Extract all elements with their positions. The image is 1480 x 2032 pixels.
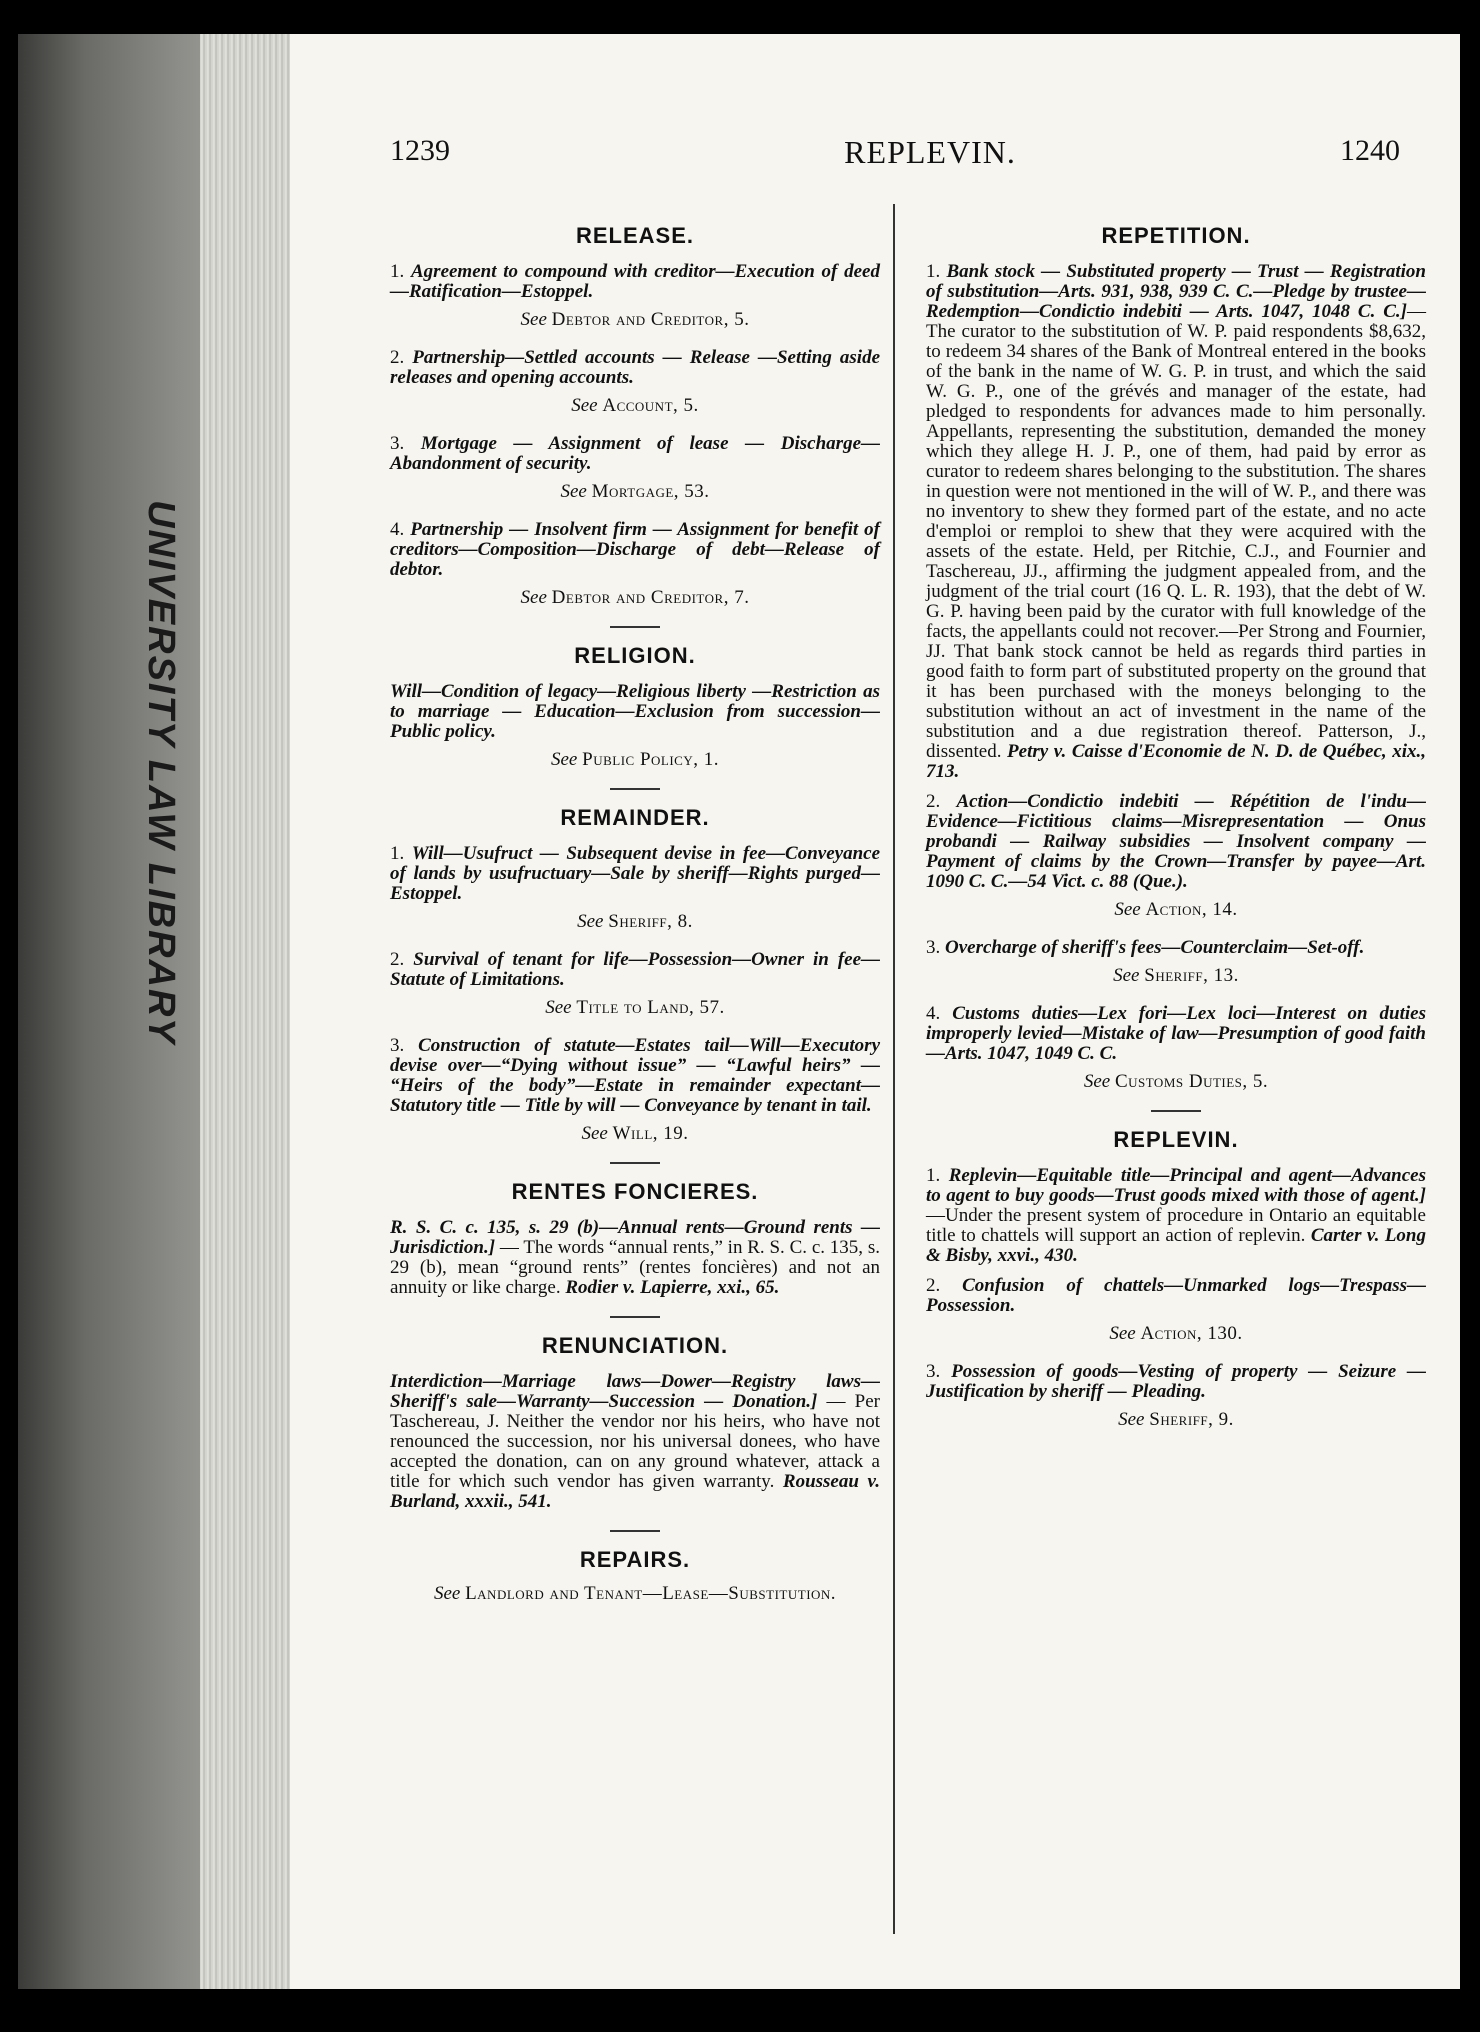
entry-paragraph: [390, 434, 880, 474]
entry-topic: Partnership—Settled accounts — Release —Setting aside releases and opening accounts.: [390, 347, 881, 388]
entry-topic: Will—Condition of legacy—Religious liberty —Restriction as to marriage — Education—Exclusion from succession—Public policy.: [390, 681, 880, 742]
cross-reference-target: Customs Duties, 5.: [1114, 1071, 1269, 1092]
entry-paragraph: [390, 262, 880, 302]
entry-citation: Petry v. Caisse d'Economie de N. D. de Québec, xix., 713.: [926, 741, 1426, 782]
cross-reference: [390, 1584, 880, 1604]
entry-number: 3.: [926, 937, 945, 958]
entry-citation: Rousseau v. Burland, xxxii., 541.: [390, 1471, 880, 1512]
entry-paragraph: [390, 1218, 880, 1298]
entry-number: 1.: [926, 261, 947, 282]
cross-reference: [390, 310, 880, 330]
entry-citation: Rodier v. Lapierre, xxi., 65.: [560, 1277, 780, 1298]
entry-topic: Partnership — Insolvent firm — Assignment for benefit of creditors—Composition—Discharge of debt—Release of debtor.: [390, 519, 881, 580]
section-heading: REMAINDER.: [560, 805, 710, 830]
section-rule: [610, 788, 660, 790]
entry-body: — Per Taschereau, J. Neither the vendor nor his heirs, who have not renounced the succession, nor his universal donees, who have accepted the donation, can on any ground whatever, attack a title for which such vendor has given warranty.: [390, 1391, 881, 1492]
see-word: See: [1114, 899, 1146, 920]
section-rule: [610, 1162, 660, 1164]
book-page: [290, 34, 1460, 1989]
left-column: [390, 214, 880, 1622]
cross-reference: [390, 1124, 880, 1144]
see-word: See: [1083, 1071, 1115, 1092]
section-rule: [610, 1530, 660, 1532]
entry-number: 2.: [926, 1275, 963, 1296]
entry-paragraph: [926, 262, 1426, 782]
entry-paragraph: [926, 938, 1426, 958]
cross-reference-target: Will, 19.: [612, 1123, 689, 1144]
entry-citation: Carter v. Long & Bisby, xxvi., 430.: [926, 1225, 1426, 1266]
cross-reference-target: Debtor and Creditor, 5.: [551, 309, 750, 330]
entry-number: 1.: [390, 843, 412, 864]
cross-reference-target: Sheriff, 13.: [1144, 965, 1239, 986]
cross-reference: [390, 482, 880, 502]
entry-topic: Construction of statute—Estates tail—Will—Executory devise over—“Dying without issue” — “Lawful heirs” — “Heirs of the body”—Estate in remainder expectant—Statutory title — Title by will — Conveyance by tenant in tail.: [390, 1035, 881, 1116]
cross-reference: [390, 998, 880, 1018]
cross-reference: [926, 1410, 1426, 1430]
column-divider: [893, 204, 895, 1934]
entry-paragraph: [926, 792, 1426, 892]
cross-reference: [926, 1324, 1426, 1344]
spine-label: UNIVERSITY LAW LIBRARY: [140, 500, 182, 1046]
section-rule: [610, 626, 660, 628]
entry-paragraph: [390, 950, 880, 990]
section-rule: [610, 1316, 660, 1318]
see-word: See: [560, 481, 592, 502]
page-edges: [200, 34, 290, 1989]
cross-reference-target: Mortgage, 53.: [591, 481, 710, 502]
entry-topic: Customs duties—Lex fori—Lex loci—Interest on duties improperly levied—Mistake of law—Presumption of good faith—Arts. 1047, 1049 C. C.: [926, 1003, 1426, 1064]
cross-reference-target: Action, 14.: [1145, 899, 1238, 920]
section-heading: RELEASE.: [575, 223, 695, 248]
left-page-number: 1239: [390, 134, 450, 167]
cross-reference: [390, 750, 880, 770]
entry-body: — The words “annual rents,” in R. S. C. c. 135, s. 29 (b), mean “ground rents” (rentes foncières) and not an annuity or like charge.: [390, 1237, 880, 1298]
entry-number: 1.: [926, 1165, 949, 1186]
entry-number: 1.: [390, 261, 411, 282]
see-word: See: [1118, 1409, 1150, 1430]
entry-topic: Will—Usufruct — Subsequent devise in fee—Conveyance of lands by usufructuary—Sale by sheriff—Rights purged—Estoppel.: [390, 843, 881, 904]
section-heading: REPAIRS.: [579, 1547, 691, 1572]
entry-body: —Under the present system of procedure in Ontario an equitable title to chattels will support an action of replevin.: [926, 1205, 1426, 1246]
entry-topic: Survival of tenant for life—Possession—Owner in fee—Statute of Limitations.: [390, 949, 881, 990]
entry-paragraph: [926, 1276, 1426, 1316]
right-page-number: 1240: [1340, 134, 1400, 167]
cross-reference: [390, 396, 880, 416]
entry-paragraph: [926, 1166, 1426, 1266]
section-heading: REPETITION.: [1101, 223, 1251, 248]
running-title: REPLEVIN.: [844, 134, 1016, 170]
entry-topic: Bank stock — Substituted property — Trust — Registration of substitution—Arts. 931, 938, 939 C. C.—Pledge by trustee—Redemption—Condictio indebiti — Arts. 1047, 1048 C. C.]: [926, 261, 1426, 322]
entry-number: 2.: [390, 347, 413, 368]
see-word: See: [545, 997, 577, 1018]
see-word: See: [520, 587, 552, 608]
entry-paragraph: [390, 520, 880, 580]
entry-topic: Action—Condictio indebiti — Répétition de l'indu—Evidence—Fictitious claims—Misrepresentation — Onus probandi — Railway subsidies — Insolvent company — Payment of claims by the Crown—Transfer by payee—Art. 1090 C. C.—54 Vict. c. 88 (Que.).: [926, 791, 1427, 892]
section-heading: RELIGION.: [574, 643, 696, 668]
entry-topic: Confusion of chattels—Unmarked logs—Trespass—Possession.: [926, 1275, 1427, 1316]
right-column: [926, 214, 1426, 1448]
entry-paragraph: [390, 682, 880, 742]
cross-reference: [390, 912, 880, 932]
cross-reference: [390, 588, 880, 608]
entry-body: —The curator to the substitution of W. P. paid respondents $8,632, to redeem 34 shares of the Bank of Montreal entered in the books of the bank in the name of W. G. P. in trust, and which the said W. G. P., one of the grévés and manager of the estate, had pledged to respondents for advances made to him personally. Appellants, representing the substitution, demanded the money which they allege H. J. P., one of them, had paid by error as curator to redeem shares belonging to the substitution. The shares in question were not mentioned in the will of W. P., and there was no inventory to shew they formed part of the estate, and no acte d'emploi or remploi to shew that they were acquired with the assets of the estate. Held, per Ritchie, C.J., and Fournier and Taschereau, JJ., affirming the judgment appealed from, and the judgment of the trial court (16 Q. L. R. 193), that the debt of W. G. P. having been paid by the curator with full knowledge of the facts, the appellants could not recover.—Per Strong and Fournier, JJ. That bank stock cannot be held as regards third parties in good faith to form part of substituted property on the ground that it has been purchased with the moneys belonging to the substitution without an act of investment in the name of the substitution and a due registration thereof. Patterson, J., dissented.: [926, 301, 1426, 762]
entry-topic: Mortgage — Assignment of lease — Discharge—Abandonment of security.: [390, 433, 881, 474]
entry-topic: Replevin—Equitable title—Principal and agent—Advances to agent to buy goods—Trust goods mixed with those of agent.]: [926, 1165, 1426, 1206]
entry-paragraph: [926, 1362, 1426, 1402]
entry-topic: Possession of goods—Vesting of property — Seizure — Justification by sheriff — Pleading.: [926, 1361, 1427, 1402]
section-heading: RENTES FONCIERES.: [511, 1179, 759, 1204]
entry-topic: Agreement to compound with creditor—Execution of deed—Ratification—Estoppel.: [390, 261, 880, 302]
entry-paragraph: [390, 1036, 880, 1116]
entry-paragraph: [926, 1004, 1426, 1064]
entry-topic: R. S. C. c. 135, s. 29 (b)—Annual rents—Ground rents — Jurisdiction.]: [390, 1217, 880, 1258]
cross-reference: [926, 900, 1426, 920]
section-rule: [1151, 1110, 1201, 1112]
cross-reference-target: Title to Land, 57.: [576, 997, 725, 1018]
section-heading: RENUNCIATION.: [541, 1333, 729, 1358]
entry-paragraph: [390, 844, 880, 904]
entry-number: 4.: [926, 1003, 953, 1024]
entry-topic: Overcharge of sheriff's fees—Counterclaim—Set-off.: [945, 937, 1365, 958]
entry-number: 3.: [926, 1361, 952, 1382]
entry-number: 2.: [390, 949, 414, 970]
cross-reference-target: Account, 5.: [602, 395, 699, 416]
entry-number: 2.: [926, 791, 957, 812]
cross-reference-target: Sheriff, 8.: [608, 911, 693, 932]
see-word: See: [433, 1583, 466, 1604]
entry-number: 3.: [390, 1035, 419, 1056]
cross-reference: [926, 966, 1426, 986]
cross-reference-target: Public Policy, 1.: [582, 749, 719, 770]
entry-paragraph: [390, 1372, 880, 1512]
see-word: See: [1109, 1323, 1141, 1344]
cross-reference-target: Landlord and Tenant—Lease—Substitution.: [465, 1583, 837, 1604]
cross-reference-target: Debtor and Creditor, 7.: [551, 587, 750, 608]
entry-topic: Interdiction—Marriage laws—Dower—Registry laws—Sheriff's sale—Warranty—Succession — Donation.]: [390, 1371, 880, 1412]
see-word: See: [520, 309, 552, 330]
see-word: See: [571, 395, 603, 416]
cross-reference-target: Sheriff, 9.: [1149, 1409, 1234, 1430]
section-heading: REPLEVIN.: [1113, 1127, 1239, 1152]
cross-reference-target: Action, 130.: [1140, 1323, 1243, 1344]
entry-number: 3.: [390, 433, 421, 454]
see-word: See: [1113, 965, 1145, 986]
see-word: See: [577, 911, 609, 932]
see-word: See: [581, 1123, 613, 1144]
entry-number: 4.: [390, 519, 411, 540]
see-word: See: [551, 749, 583, 770]
cross-reference: [926, 1072, 1426, 1092]
entry-paragraph: [390, 348, 880, 388]
